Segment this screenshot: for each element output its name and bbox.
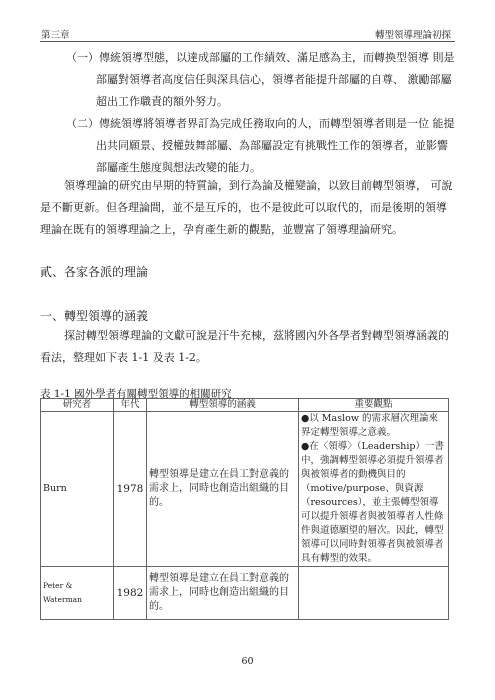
body-paragraph — [40, 325, 449, 369]
key-point: ●在〈領導〉（Leadership）一書中，強調轉型領導必須提升領導者與被領導者的動機與目的（motive/purpose、與資源（resources），並主張轉型領導可以提升領導者與被領導者人性條件與道德願望的層次。因此，轉型領導可以同時對領導者與被領導者具有轉型的效果。 — [301, 441, 444, 564]
paragraph-line: 理論在既有的領導理論之上，孕育產生新的觀點，並豐富了領導理論研究。 — [40, 223, 403, 236]
list-item-line: 超出工作職責的額外努力。 — [96, 95, 228, 108]
list-item-line: （二）傳統領導將領導者界訂為完成任務取向的人，而轉型領導者則是一位 能提 — [66, 117, 455, 130]
running-header-chapter: 第三章 — [41, 30, 70, 41]
paragraph-line: 看法，整理如下表 1-1 及表 1-2。 — [40, 351, 207, 364]
column-header-key-points: 重要觀點 — [299, 399, 449, 412]
research-table — [40, 398, 449, 620]
list-item-line: 部屬產生態度與想法改變的能力。 — [96, 161, 261, 174]
body-paragraph — [40, 175, 453, 241]
running-header-title: 轉型領導理論初探 — [374, 30, 451, 41]
researcher-cell: Burn — [41, 412, 114, 567]
key-points-cell — [299, 567, 449, 620]
list-item-one — [66, 47, 455, 113]
list-item-line: 部屬對領導者高度信任與深具信心，領導者能提升部屬的自尊、 激勵部屬 — [96, 73, 452, 86]
section-heading: 貳、各家各派的理論 — [40, 265, 149, 279]
column-header-definition: 轉型領導的涵義 — [147, 399, 299, 412]
table-row — [41, 567, 449, 620]
definition-cell: 轉型領導是建立在員工對意義的需求上，同時也創造出組織的目的。 — [147, 567, 299, 620]
researcher-cell: Peter & Waterman — [41, 567, 114, 620]
year-cell: 1982 — [114, 567, 147, 620]
paragraph-line: 是不斷更新。但各理論間，並不是互斥的，也不是彼此可以取代的，而是後期的領導 — [40, 201, 447, 214]
definition-cell: 轉型領導是建立在員工對意義的需求上，同時也創造出組織的目的。 — [147, 412, 299, 567]
column-header-researcher: 研究者 — [41, 399, 114, 412]
page-number: 60 — [241, 656, 254, 667]
subsection-heading: 一、轉型領導的涵義 — [40, 309, 149, 323]
column-header-year: 年代 — [114, 399, 147, 412]
list-item-line: （一）傳統領導型態，以達成部屬的工作績效、滿足感為主，而轉換型領導 則是 — [66, 51, 455, 64]
list-item-line: 出共同願景、授權鼓舞部屬、為部屬設定有挑戰性工作的領導者，並影響 — [96, 139, 448, 152]
table-header-row — [41, 399, 449, 412]
table-caption: 表 1-1 國外學者有關轉型領導的相關研究 — [40, 388, 232, 400]
year-cell: 1978 — [114, 412, 147, 567]
paragraph-line: 領導理論的研究由早期的特質論，到行為論及權變論，以致目前轉型領導， 可說 — [64, 179, 453, 192]
table-row — [41, 412, 449, 567]
key-point: ●以 Maslow 的需求層次理論來界定轉型領導之意義。 — [301, 413, 438, 438]
key-points-cell — [299, 412, 449, 567]
paragraph-line: 探討轉型領導理論的文獻可說是汗牛充棟，茲將國內外各學者對轉型領導涵義的 — [64, 329, 449, 342]
list-item-two — [66, 113, 455, 179]
header-rule — [40, 41, 455, 42]
